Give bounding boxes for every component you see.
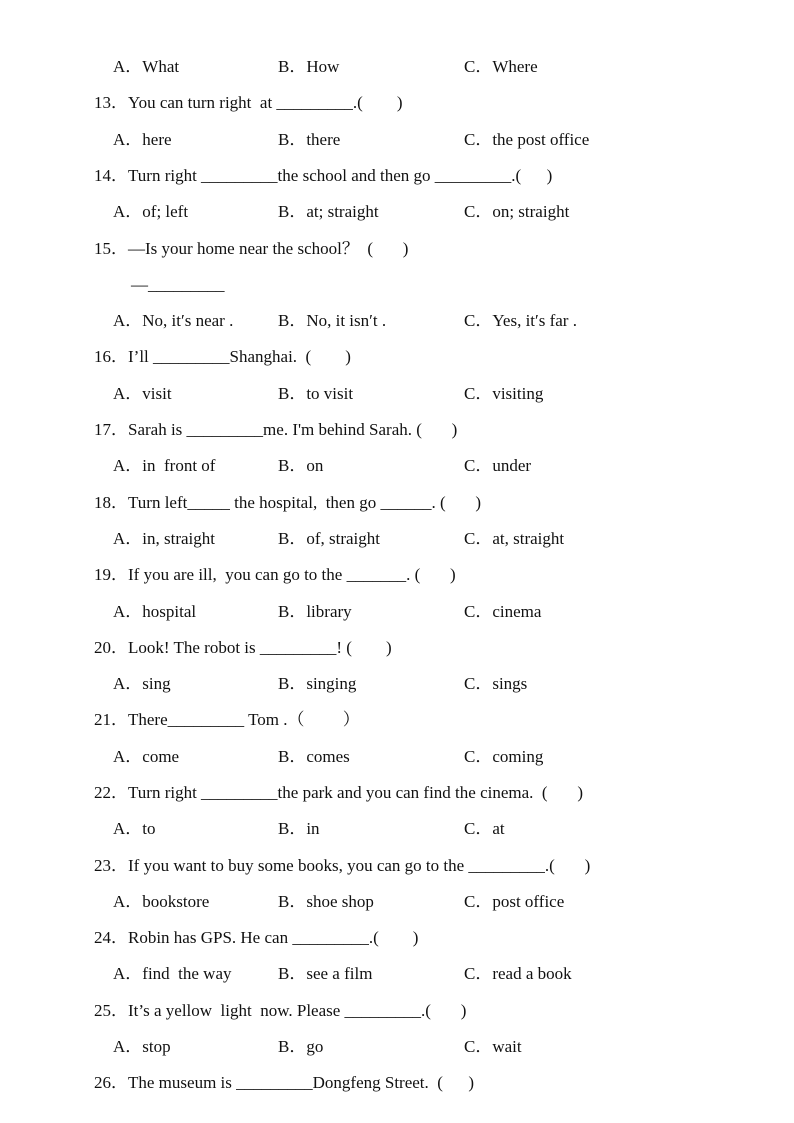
question-text: 20．Look! The robot is _________! ( ) — [94, 638, 392, 657]
choice-a: A．visit — [113, 384, 172, 403]
choice-a: A．come — [113, 747, 180, 766]
question-text: 25．It’s a yellow light now. Please _________.( ) — [94, 1001, 467, 1020]
choice-c: C．post office — [464, 892, 565, 911]
choice-b: B．at; straight — [278, 202, 379, 221]
choice-a: A．What — [113, 57, 180, 76]
choice-b: B．singing — [278, 674, 357, 693]
question-text: 26．The museum is _________Dongfeng Street. ( ) — [94, 1073, 475, 1092]
choice-b: B．comes — [278, 747, 350, 766]
choice-c: C．visiting — [464, 384, 544, 403]
choice-a: A．to — [113, 819, 156, 838]
question-text: 23．If you want to buy some books, you can go to the _________.( ) — [94, 856, 591, 875]
question-text: 22．Turn right _________the park and you can find the cinema. ( ) — [94, 783, 583, 802]
choice-c: C．Where — [464, 57, 538, 76]
choice-c: C．under — [464, 456, 532, 475]
choice-c: C．the post office — [464, 130, 590, 149]
choice-a: A．sing — [113, 674, 171, 693]
choice-b: B．of, straight — [278, 529, 380, 548]
question-text: 15．—Is your home near the school？ ( ) — [94, 239, 409, 258]
question-text: 17．Sarah is _________me. I'm behind Sarah. ( ) — [94, 420, 458, 439]
choice-b: B．on — [278, 456, 324, 475]
choice-a: A．here — [113, 130, 172, 149]
question-text: 14．Turn right _________the school and then go _________.( ) — [94, 166, 553, 185]
choice-c: C．on; straight — [464, 202, 570, 221]
answer-line: —_________ — [131, 275, 225, 294]
choice-c: C．Yes, it′s far . — [464, 311, 577, 330]
choice-b: B．see a film — [278, 964, 373, 983]
choice-b: B．How — [278, 57, 340, 76]
choice-a: A．hospital — [113, 602, 197, 621]
choice-a: A．of; left — [113, 202, 189, 221]
choice-b: B．shoe shop — [278, 892, 374, 911]
choice-c: C．read a book — [464, 964, 572, 983]
choice-c: C．at, straight — [464, 529, 565, 548]
question-text: 24．Robin has GPS. He can _________.( ) — [94, 928, 419, 947]
choice-a: A．find the way — [113, 964, 232, 983]
choice-a: A．bookstore — [113, 892, 210, 911]
choice-a: A．in front of — [113, 456, 216, 475]
choice-c: C．coming — [464, 747, 544, 766]
choice-a: A．in, straight — [113, 529, 215, 548]
choice-b: B．in — [278, 819, 320, 838]
choice-b: B．there — [278, 130, 341, 149]
question-text: 13．You can turn right at _________.( ) — [94, 93, 403, 112]
choice-c: C．cinema — [464, 602, 542, 621]
choice-c: C．sings — [464, 674, 528, 693]
choice-b: B．library — [278, 602, 352, 621]
choice-c: C．at — [464, 819, 505, 838]
question-text: 16．I’ll _________Shanghai. ( ) — [94, 347, 351, 366]
choice-b: B．to visit — [278, 384, 354, 403]
question-text: 19．If you are ill, you can go to the _______. ( ) — [94, 565, 456, 584]
question-text: 18．Turn left_____ the hospital, then go ______. ( ) — [94, 493, 482, 512]
question-text: 21．There_________ Tom .（ ） — [94, 710, 360, 729]
choice-a: A．stop — [113, 1037, 171, 1056]
choice-b: B．go — [278, 1037, 324, 1056]
choice-b: B．No, it isn′t . — [278, 311, 387, 330]
choice-a: A．No, it′s near . — [113, 311, 234, 330]
choice-c: C．wait — [464, 1037, 522, 1056]
